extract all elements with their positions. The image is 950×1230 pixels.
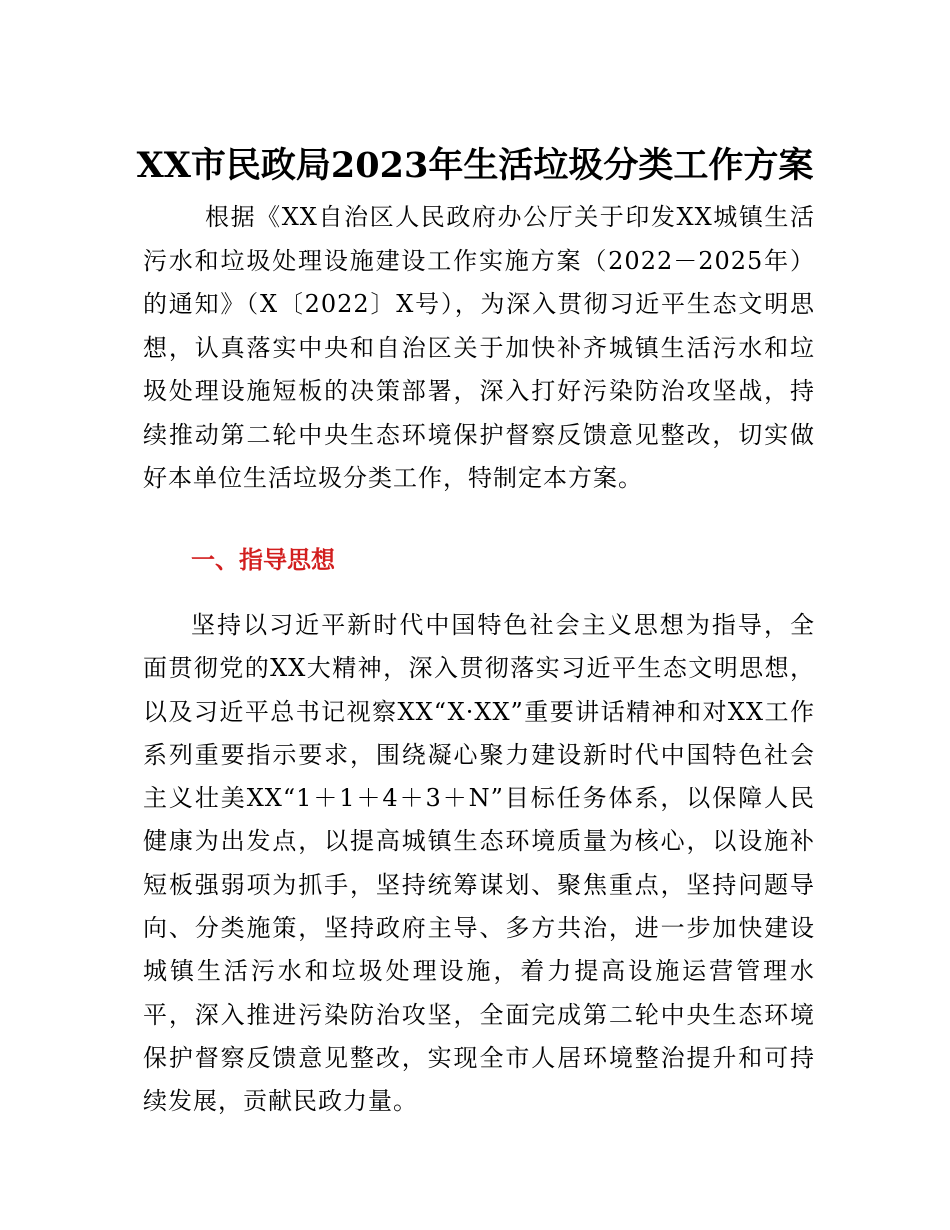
guiding-ideology-paragraph: 坚持以习近平新时代中国特色社会主义思想为指导，全面贯彻党的XX大精神，深入贯彻落实习近平生态文明思想，以及习近平总书记视察XX“X·XX”重要讲话精神和对XX工作系列重要指示要求，围绕凝心聚力建设新时代中国特色社会主义壮美XX“1＋1＋4＋3＋N”目标任务体系，以保障人民健康为出发点，以提高城镇生态环境质量为核心，以设施补短板强弱项为抓手，坚持统筹谋划、聚焦重点，坚持问题导向、分类施策，坚持政府主导、多方共治，进一步加快建设城镇生活污水和垃圾处理设施，着力提高设施运营管理水平，深入推进污染防治攻坚，全面完成第二轮中央生态环境保护督察反馈意见整改，实现全市人居环境整治提升和可持续发展，贡献民政力量。: [143, 611, 815, 1116]
intro-paragraph: 根据《XX自治区人民政府办公厅关于印发XX城镇生活污水和垃圾处理设施建设工作实施方案（2022－2025年）的通知》（X〔2022〕X号），为深入贯彻习近平生态文明思想，认真落实中央和自治区关于加快补齐城镇生活污水和垃圾处理设施短板的决策部署，深入打好污染防治攻坚战，持续推动第二轮中央生态环境保护督察反馈意见整改，切实做好本单位生活垃圾分类工作，特制定本方案。: [143, 203, 815, 492]
document-title: XX市民政局2023年生活垃圾分类工作方案: [136, 145, 814, 186]
section-heading-guiding-ideology: 一、指导思想: [191, 546, 335, 574]
